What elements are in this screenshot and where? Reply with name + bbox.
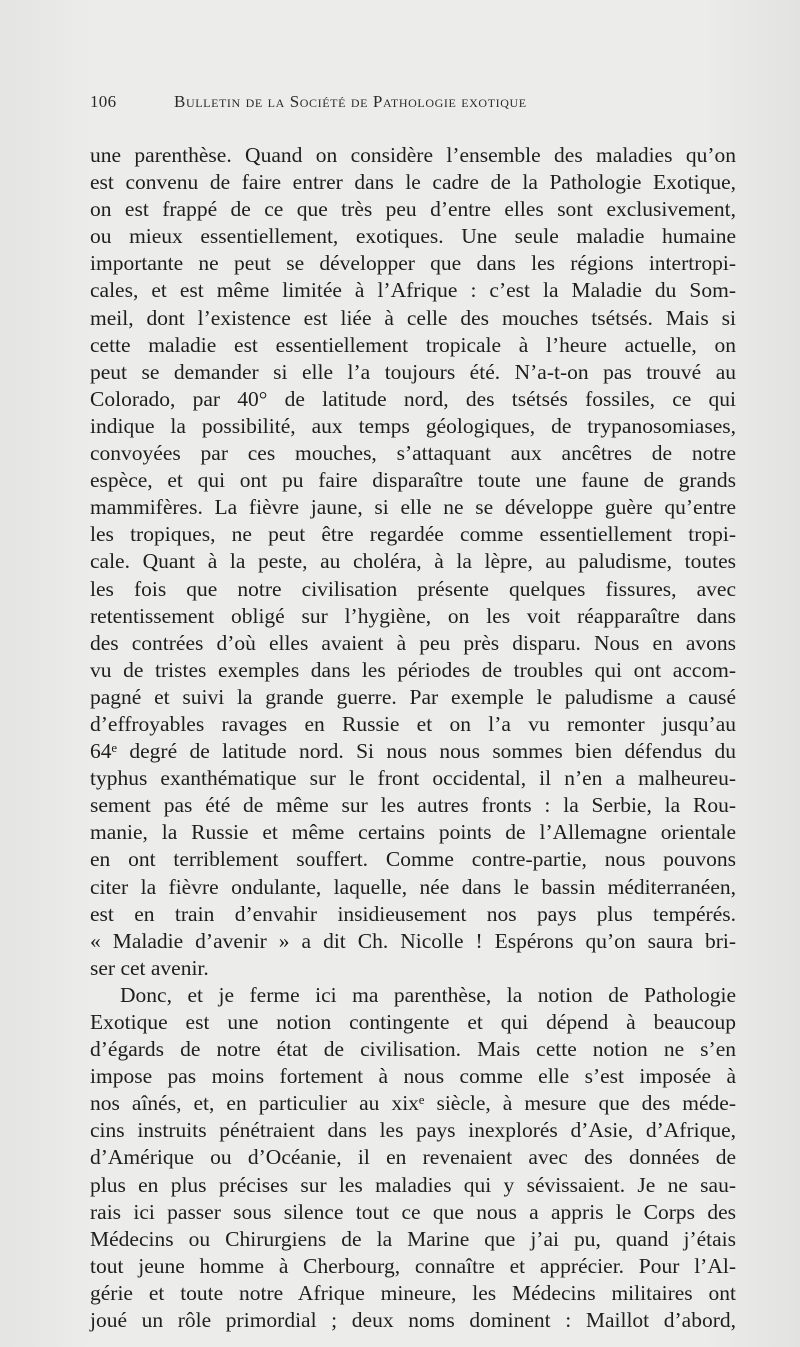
text-line: sement pas été de même sur les autres fronts : la Serbie, la Rou- (90, 793, 736, 818)
text-line: joué un rôle primordial ; deux noms dominent : Maillot d’abord, (90, 1308, 736, 1333)
text-line: d’Amérique ou d’Océanie, il en revenaient avec des données de (90, 1145, 736, 1170)
text-line: 64ᵉ degré de latitude nord. Si nous nous sommes bien défendus du (90, 739, 736, 764)
text-line: Exotique est une notion contingente et qui dépend à beaucoup (90, 1010, 736, 1034)
text-line: convoyées par ces mouches, s’attaquant aux ancêtres de notre (90, 441, 736, 466)
text-line: peut se demander si elle l’a toujours été. N’a-t-on pas trouvé au (90, 359, 736, 384)
text-line: nos aînés, et, en particulier au xixᵉ siècle, à mesure que des méde- (90, 1091, 736, 1116)
text-line: ou mieux essentiellement, exotiques. Une seule maladie humaine (90, 224, 736, 249)
text-line: importante ne peut se développer que dans les régions intertropi- (90, 251, 736, 276)
text-line: cins instruits pénétraient dans les pays inexplorés d’Asie, d’Afrique, (90, 1118, 736, 1143)
paragraph-start-line: Donc, et je ferme ici ma parenthèse, la notion de Pathologie (120, 982, 736, 1007)
text-line: est en train d’envahir insidieusement nos pays plus tempérés. (90, 901, 736, 926)
paragraph-end-line: ser cet avenir. (90, 955, 209, 980)
text-line: espèce, et qui ont pu faire disparaître toute une faune de grands (90, 468, 736, 493)
text-line: meil, dont l’existence est liée à celle des mouches tsétsés. Mais si (90, 305, 736, 330)
text-line: cette maladie est essentiellement tropicale à l’heure actuelle, on (90, 332, 736, 357)
text-line: retentissement obligé sur l’hygiène, on les voit réapparaître dans (90, 603, 736, 628)
text-line: les tropiques, ne peut être regardée comme essentiellement tropi- (90, 522, 736, 547)
text-line: cales, et est même limitée à l’Afrique : c’est la Maladie du Som- (90, 278, 736, 303)
text-line: Colorado, par 40° de latitude nord, des tsétsés fossiles, ce qui (90, 386, 736, 411)
text-line: typhus exanthématique sur le front occidental, il n’en a malheureu- (90, 766, 736, 791)
text-line: tout jeune homme à Cherbourg, connaître et apprécier. Pour l’Al- (90, 1253, 736, 1278)
text-line: « Maladie d’avenir » a dit Ch. Nicolle ! Espérons qu’on saura bri- (90, 928, 736, 953)
text-line: citer la fièvre ondulante, laquelle, née dans le bassin méditerranéen, (90, 874, 736, 899)
text-line: impose pas moins fortement à nous comme elle s’est imposée à (90, 1064, 736, 1089)
body-text (90, 142, 736, 1334)
text-line: des contrées d’où elles avaient à peu près disparu. Nous en avons (90, 630, 736, 655)
text-line: pagné et suivi la grande guerre. Par exemple le paludisme a causé (90, 684, 736, 709)
text-line: vu de tristes exemples dans les périodes de troubles qui ont accom- (90, 657, 736, 682)
text-line: on est frappé de ce que très peu d’entre elles sont exclusivement, (90, 197, 736, 222)
text-line: rais ici passer sous silence tout ce que nous a appris le Corps des (90, 1199, 736, 1224)
text-line: en ont terriblement souffert. Comme contre-partie, nous pouvons (90, 847, 736, 872)
text-line: cale. Quant à la peste, au choléra, à la lèpre, au paludisme, toutes (90, 549, 736, 574)
text-line: mammifères. La fièvre jaune, si elle ne se développe guère qu’entre (90, 495, 736, 520)
text-line: gérie et toute notre Afrique mineure, les Médecins militaires ont (90, 1280, 736, 1305)
text-line: les fois que notre civilisation présente quelques fissures, avec (90, 576, 736, 601)
page-number: 106 (90, 92, 117, 111)
text-line: indique la possibilité, aux temps géologiques, de trypanosomiases, (90, 413, 736, 438)
text-line: plus en plus précises sur les maladies qui y sévissaient. Je ne sau- (90, 1172, 736, 1197)
running-head (90, 92, 710, 118)
text-line: Médecins ou Chirurgiens de la Marine que j’ai pu, quand j’étais (90, 1226, 736, 1251)
text-line: une parenthèse. Quand on considère l’ensemble des maladies qu’on (90, 143, 736, 167)
journal-title: Bulletin de la Société de Pathologie exotique (174, 92, 527, 111)
text-line: d’effroyables ravages en Russie et on l’a vu remonter jusqu’au (90, 711, 736, 736)
text-line: d’égards de notre état de civilisation. Mais cette notion ne s’en (90, 1037, 736, 1062)
text-line: est convenu de faire entrer dans le cadre de la Pathologie Exotique, (90, 170, 736, 195)
text-line: manie, la Russie et même certains points de l’Allemagne orientale (90, 820, 736, 845)
